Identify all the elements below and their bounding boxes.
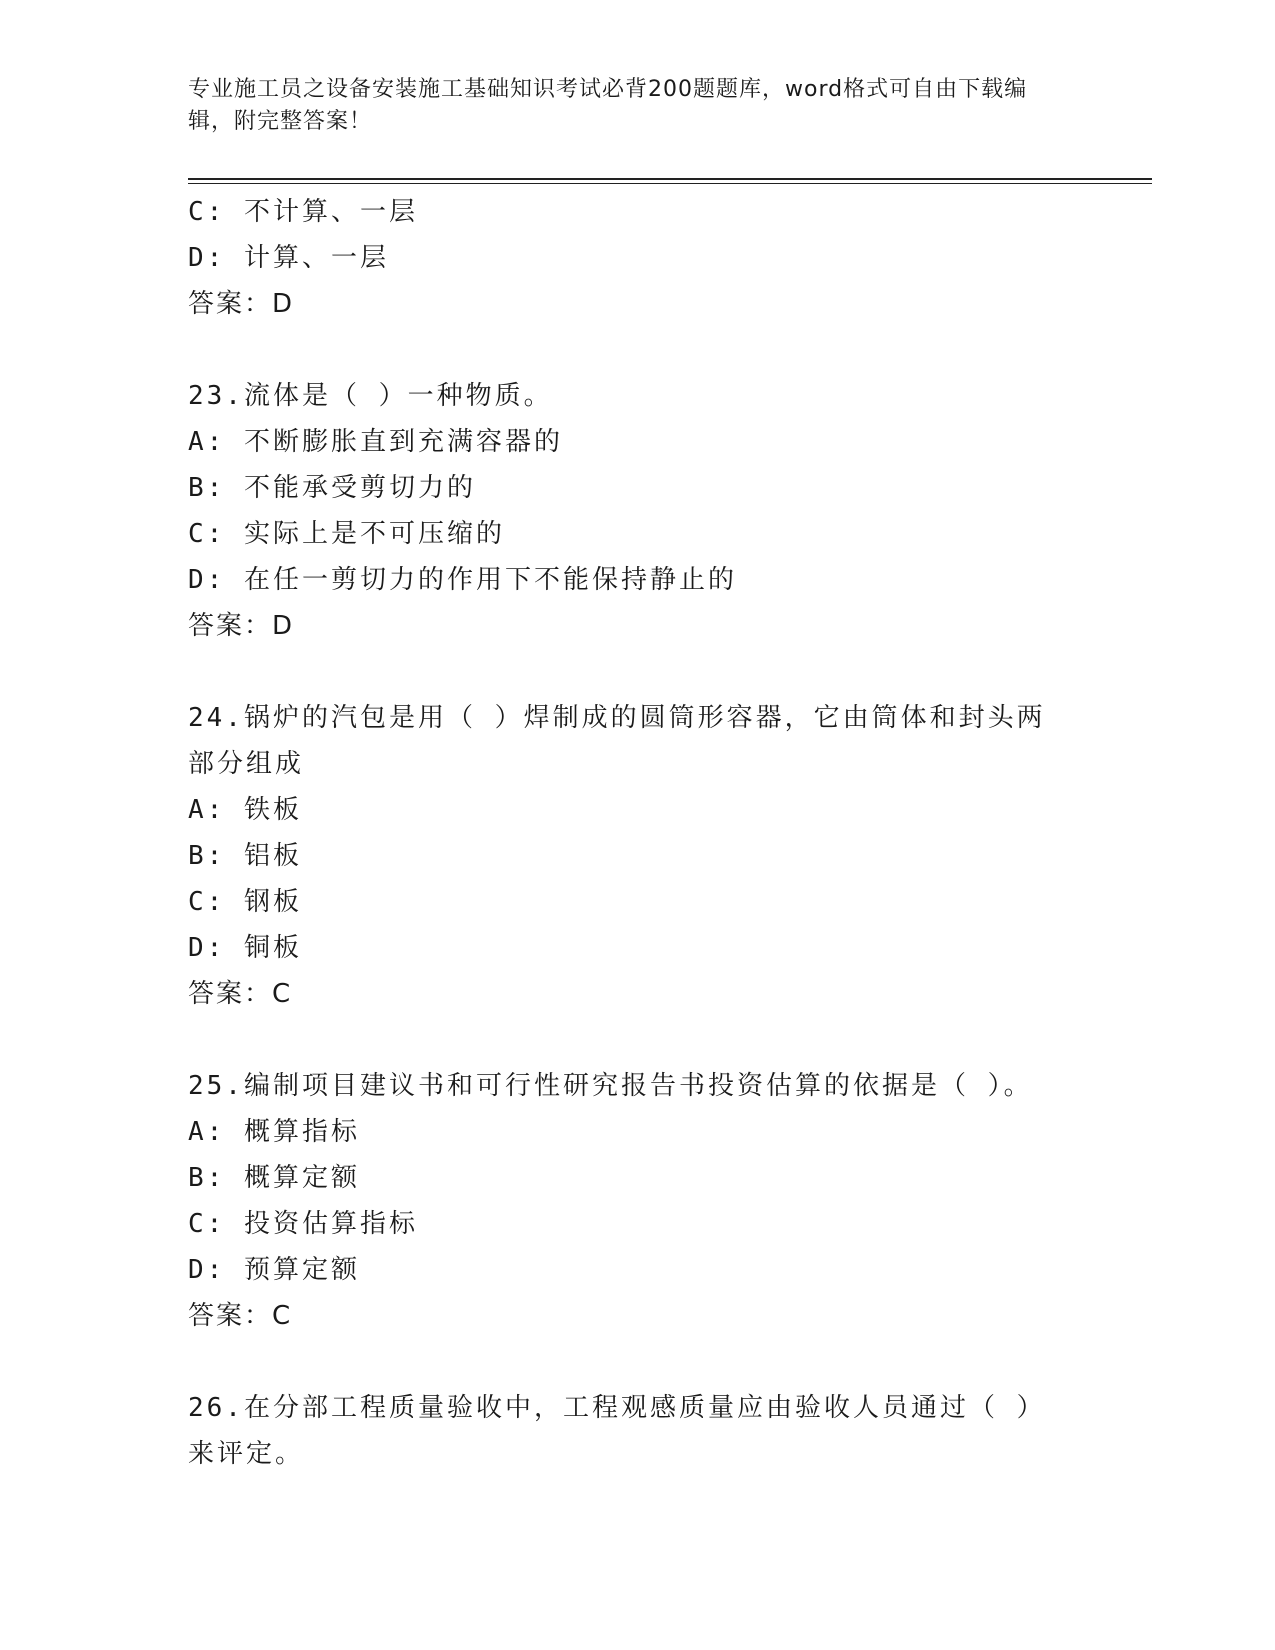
header-rule-thin	[188, 183, 1152, 184]
question-stem: 25.编制项目建议书和可行性研究报告书投资估算的依据是（ ）。	[188, 1071, 1033, 1101]
question-25	[188, 1063, 1068, 1339]
option-b: B: 不能承受剪切力的	[188, 473, 476, 503]
question-stem: 26.在分部工程质量验收中，工程观感质量应由验收人员通过（ ）来评定。	[188, 1393, 1046, 1469]
option-a: A: 铁板	[188, 795, 302, 825]
answer: 答案：C	[188, 979, 293, 1009]
document-header: 专业施工员之设备安装施工基础知识考试必背200题题库，word格式可自由下载编辑，附完整答案！	[188, 77, 1028, 134]
option-a: A: 概算指标	[188, 1117, 360, 1147]
question-stem: 23.流体是（ ）一种物质。	[188, 381, 553, 411]
question-26	[188, 1385, 1068, 1477]
spacer	[188, 1017, 1068, 1063]
option-a: A: 不断膨胀直到充满容器的	[188, 427, 563, 457]
question-23	[188, 373, 1068, 649]
option-d: D: 铜板	[188, 933, 302, 963]
option-d: D: 计算、一层	[188, 243, 389, 273]
spacer	[188, 1339, 1068, 1385]
spacer	[188, 327, 1068, 373]
question-list	[188, 189, 1068, 1477]
option-b: B: 概算定额	[188, 1163, 360, 1193]
option-c: C: 不计算、一层	[188, 197, 418, 227]
option-b: B: 铝板	[188, 841, 302, 871]
continued-question	[188, 189, 1068, 327]
option-c: C: 钢板	[188, 887, 302, 917]
answer: 答案：D	[188, 611, 295, 641]
header-rule-thick	[188, 178, 1152, 180]
question-24	[188, 695, 1068, 1017]
spacer	[188, 649, 1068, 695]
option-d: D: 在任一剪切力的作用下不能保持静止的	[188, 565, 737, 595]
option-c: C: 实际上是不可压缩的	[188, 519, 505, 549]
answer: 答案：C	[188, 1301, 293, 1331]
answer: 答案：D	[188, 289, 295, 319]
option-d: D: 预算定额	[188, 1255, 360, 1285]
question-stem: 24.锅炉的汽包是用（ ）焊制成的圆筒形容器，它由筒体和封头两部分组成	[188, 703, 1046, 779]
option-c: C: 投资估算指标	[188, 1209, 418, 1239]
